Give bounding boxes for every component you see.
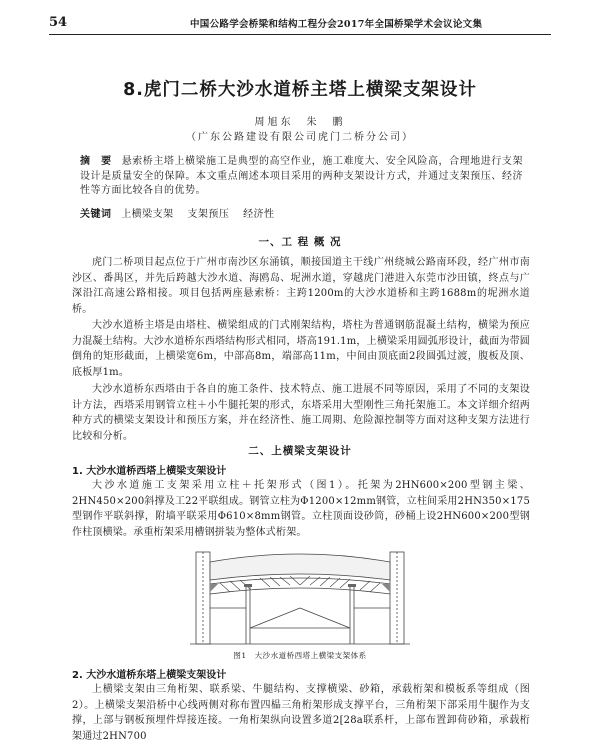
- paragraph: 大沙水道施工支架采用立柱＋托架形式（图1）。托架为2HN600×200型钢主梁、2HN450×200斜撑及工22平联组成。钢管立柱为Φ1200×12mm钢管，立柱间采用2HN350×175型钢作平联斜撑，附墙平联采用Φ610×8mm钢管。立柱顶面设砂筒，砂桶上设2HN600×200型钢作柱顶横梁。承重桁架采用槽钢拼装为整体式桁架。: [72, 480, 531, 538]
- article-title: 8.虎门二桥大沙水道桥主塔上横梁支架设计: [123, 80, 477, 100]
- figure-caption: 图1 大沙水道桥西塔上横梁支架体系: [233, 651, 367, 660]
- keywords: [80, 205, 523, 220]
- abstract: [80, 155, 523, 199]
- figure-1-support-diagram: [186, 548, 414, 648]
- abstract-label: 摘 要: [80, 156, 112, 167]
- keyword: 上横梁支架: [121, 209, 174, 220]
- affiliation: （广东公路建设有限公司虎门二桥分公司）: [186, 132, 414, 143]
- section-heading-1: 一、工 程 概 况: [258, 236, 342, 248]
- abstract-text: 悬索桥主塔上横梁施工是典型的高空作业，施工难度大、安全风险高，合理地进行支架设计是质量安全的保障。本文重点阐述本项目采用的两种支架设计方式，并通过支架预压、经济性等方面比较各自的优势。: [80, 156, 523, 196]
- keyword: 经济性: [243, 209, 275, 220]
- section-heading-2: 二、上横梁支架设计: [248, 445, 352, 457]
- paragraph: 虎门二桥项目起点位于广州市南沙区东涌镇，顺接国道主干线广州绕城公路南环段，经广州市南沙区、番禺区，并先后跨越大沙水道、海鸥岛、坭洲水道，穿越虎门港进入东莞市沙田镇，终点与广深沿江高速公路相接。项目包括两座悬索桥：主跨1200m的大沙水道桥和主跨1688m的坭洲水道桥。: [72, 257, 530, 315]
- page-number: 54: [49, 15, 68, 30]
- paragraph: 大沙水道桥主塔是由塔柱、横梁组成的门式刚架结构，塔柱为普通钢筋混凝土结构，横梁为预应力混凝土结构。大沙水道桥东西塔结构形式相同，塔高191.1m，上横梁采用圆弧形设计，截面为带圆倒角的矩形截面，上横梁宽6m，中部高8m，端部高11m，中间由顶底面2段圆弧过渡，腹板及顶、底板厚1m。: [72, 320, 530, 378]
- paragraph: 上横梁支架由三角桁架、联系梁、牛腿结构、支撑横梁、砂箱，承载桁架和模板系等组成（图2）。上横梁支架沿桥中心线两侧对称布置四榀三角桁架形成支撑平台，三角桁架下部采用牛腿作为支撑，上部与钢板预埋件焊接连接。一角桁架纵向设置多道2[28a联系杆，上部布置卸荷砂箱，承载桁架通过2HN700: [72, 684, 530, 742]
- keyword: 支架预压: [187, 209, 230, 220]
- paragraph: 大沙水道桥东西塔由于各自的施工条件、技术特点、施工进展不同等原因，采用了不同的支架设计方法，西塔采用钢管立柱＋小牛腿托架的形式，东塔采用大型刚性三角托架施工。本文详细介绍两种方式的横梁支架设计和预压方案，并在经济性、施工周期、危险源控制等方面对这种支架方法进行比较和分析。: [72, 384, 530, 442]
- subsection-heading-1: 1. 大沙水道桥西塔上横梁支架设计: [72, 466, 227, 477]
- authors: 周旭东 朱 鹏: [254, 117, 346, 128]
- header-rule: [49, 34, 551, 35]
- subsection-heading-2: 2. 大沙水道桥东塔上横梁支架设计: [72, 670, 227, 681]
- keywords-label: 关键词: [80, 209, 112, 220]
- running-head: 中国公路学会桥梁和结构工程分会2017年全国桥梁学术会议论文集: [190, 19, 483, 30]
